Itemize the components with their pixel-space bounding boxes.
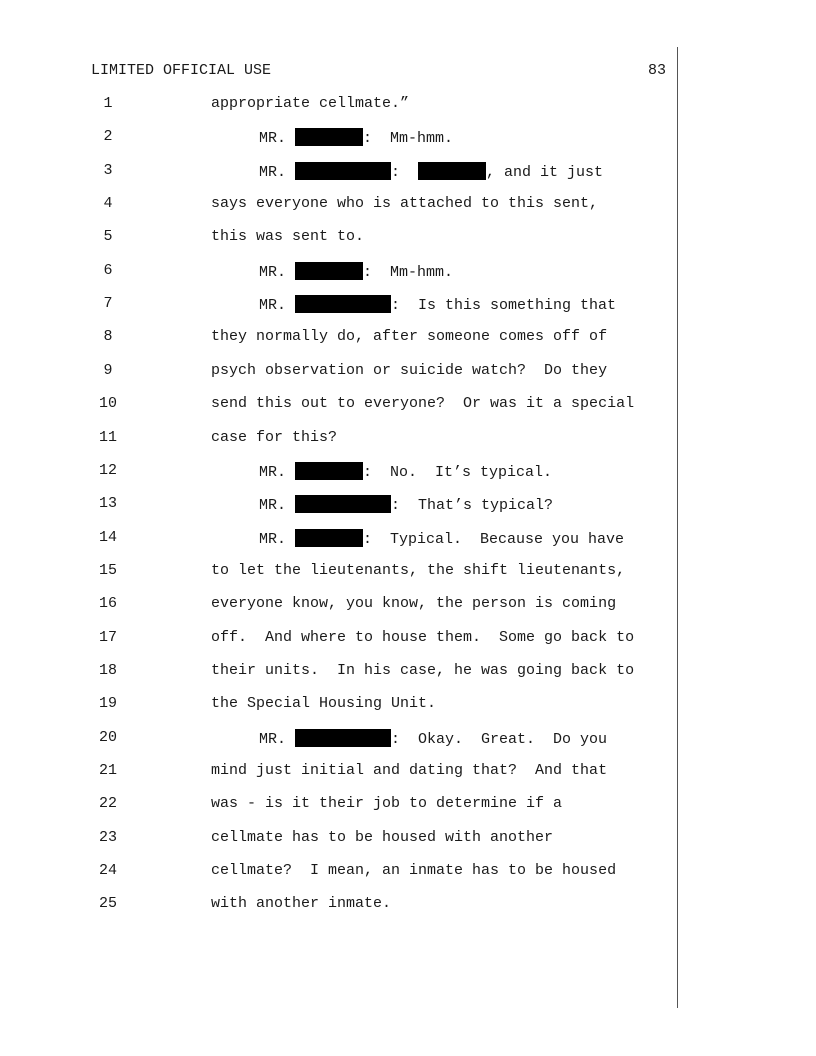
transcript-line bbox=[0, 462, 676, 482]
redaction-box bbox=[295, 462, 363, 480]
transcript-line bbox=[0, 262, 676, 282]
line-number: 24 bbox=[98, 862, 117, 880]
line-text bbox=[211, 862, 616, 879]
line-text bbox=[211, 662, 634, 679]
line-text bbox=[211, 695, 436, 712]
text-segment: cellmate has to be housed with another bbox=[211, 828, 554, 846]
transcript-line bbox=[0, 629, 676, 649]
redaction-box bbox=[295, 295, 391, 313]
text-segment: : Okay. Great. Do you bbox=[391, 730, 608, 748]
line-number: 16 bbox=[98, 595, 117, 613]
line-number: 19 bbox=[98, 695, 117, 713]
redaction-box bbox=[295, 529, 363, 547]
text-segment: send this out to everyone? Or was it a special bbox=[211, 395, 635, 413]
line-text bbox=[211, 362, 607, 379]
speaker-line-text bbox=[259, 262, 453, 281]
speaker-line-text bbox=[259, 495, 553, 514]
transcript-line bbox=[0, 595, 676, 615]
text-segment: psych observation or suicide watch? Do they bbox=[211, 361, 608, 379]
text-segment: this was sent to. bbox=[211, 228, 365, 246]
line-text bbox=[211, 595, 616, 612]
text-segment: the Special Housing Unit. bbox=[211, 695, 437, 713]
line-number: 3 bbox=[103, 161, 113, 179]
text-segment: : No. It’s typical. bbox=[363, 463, 553, 481]
transcript-line bbox=[0, 829, 676, 849]
line-text bbox=[211, 562, 625, 579]
transcript-line bbox=[0, 895, 676, 915]
line-number: 12 bbox=[98, 461, 117, 479]
line-number: 18 bbox=[98, 661, 117, 679]
speaker-line-text bbox=[259, 162, 603, 181]
redaction-box bbox=[418, 162, 486, 180]
line-number: 22 bbox=[98, 795, 117, 813]
text-segment: : Mm-hmm. bbox=[363, 263, 454, 281]
line-number: 25 bbox=[98, 895, 117, 913]
line-number: 5 bbox=[103, 228, 113, 246]
line-number: 2 bbox=[103, 128, 113, 146]
transcript-line bbox=[0, 95, 676, 115]
text-segment: to let the lieutenants, the shift lieutenants, bbox=[211, 561, 626, 579]
text-segment: : Mm-hmm. bbox=[363, 130, 454, 148]
text-segment: their units. In his case, he was going back to bbox=[211, 661, 635, 679]
line-text bbox=[211, 762, 607, 779]
line-text bbox=[211, 395, 634, 412]
text-segment: mind just initial and dating that? And that bbox=[211, 762, 608, 779]
line-number: 6 bbox=[103, 261, 113, 279]
transcript-line bbox=[0, 429, 676, 449]
transcript-line bbox=[0, 328, 676, 348]
line-number: 1 bbox=[103, 95, 113, 112]
text-segment: case for this? bbox=[211, 428, 338, 446]
transcript-line bbox=[0, 228, 676, 248]
speaker-line-text bbox=[259, 729, 607, 748]
text-segment: , and it just bbox=[486, 163, 604, 181]
redaction-box bbox=[295, 162, 391, 180]
transcript-line bbox=[0, 662, 676, 682]
text-segment: : bbox=[391, 163, 419, 181]
line-number: 11 bbox=[98, 428, 117, 446]
transcript-line bbox=[0, 195, 676, 215]
text-segment: MR. bbox=[259, 730, 296, 748]
transcript-line bbox=[0, 529, 676, 549]
redaction-box bbox=[295, 729, 391, 747]
line-number: 9 bbox=[103, 361, 113, 379]
line-number: 10 bbox=[98, 395, 117, 413]
redaction-box bbox=[295, 262, 363, 280]
redaction-box bbox=[295, 128, 363, 146]
text-segment: : That’s typical? bbox=[391, 497, 554, 515]
text-segment: MR. bbox=[259, 530, 296, 548]
text-segment: was - is it their job to determine if a bbox=[211, 795, 563, 813]
transcript-line bbox=[0, 795, 676, 815]
line-number: 20 bbox=[98, 728, 117, 746]
line-number: 8 bbox=[103, 328, 113, 346]
line-text bbox=[211, 228, 364, 245]
transcript-line bbox=[0, 495, 676, 515]
text-segment: : Typical. Because you have bbox=[363, 530, 625, 548]
text-segment: off. And where to house them. Some go back to bbox=[211, 628, 635, 646]
line-text bbox=[211, 195, 598, 212]
text-segment: MR. bbox=[259, 163, 296, 181]
line-text bbox=[211, 429, 337, 446]
transcript-line bbox=[0, 162, 676, 182]
line-text bbox=[211, 795, 562, 812]
transcript-line bbox=[0, 128, 676, 148]
transcript-line bbox=[0, 295, 676, 315]
line-number: 15 bbox=[98, 561, 117, 579]
text-segment: appropriate cellmate.” bbox=[211, 95, 410, 112]
text-segment: MR. bbox=[259, 130, 296, 148]
speaker-line-text bbox=[259, 128, 453, 147]
transcript-line bbox=[0, 395, 676, 415]
transcript-line bbox=[0, 362, 676, 382]
text-segment: cellmate? I mean, an inmate has to be housed bbox=[211, 862, 617, 880]
text-segment: MR. bbox=[259, 463, 296, 481]
text-segment: everyone know, you know, the person is coming bbox=[211, 595, 617, 613]
text-segment: MR. bbox=[259, 497, 296, 515]
text-segment: with another inmate. bbox=[211, 895, 392, 913]
line-text bbox=[211, 629, 634, 646]
transcript-line bbox=[0, 862, 676, 882]
transcript-line bbox=[0, 695, 676, 715]
speaker-line-text bbox=[259, 295, 616, 314]
redaction-box bbox=[295, 495, 391, 513]
line-text bbox=[211, 95, 409, 112]
line-number: 23 bbox=[98, 828, 117, 846]
page-header-classification: LIMITED OFFICIAL USE bbox=[91, 62, 272, 79]
line-number: 21 bbox=[98, 762, 117, 779]
line-number: 7 bbox=[103, 295, 113, 313]
transcript-line bbox=[0, 762, 676, 782]
transcript-line bbox=[0, 562, 676, 582]
right-margin-rule bbox=[677, 47, 678, 1008]
line-number: 17 bbox=[98, 628, 117, 646]
line-text bbox=[211, 895, 391, 912]
text-segment: MR. bbox=[259, 263, 296, 281]
line-number: 14 bbox=[98, 528, 117, 546]
text-segment: they normally do, after someone comes off of bbox=[211, 328, 608, 346]
text-segment: : Is this something that bbox=[391, 297, 617, 315]
line-number: 4 bbox=[103, 195, 113, 213]
speaker-line-text bbox=[259, 529, 624, 548]
line-text bbox=[211, 328, 607, 345]
text-segment: says everyone who is attached to this sent, bbox=[211, 195, 599, 213]
text-segment: MR. bbox=[259, 297, 296, 315]
line-text bbox=[211, 829, 553, 846]
speaker-line-text bbox=[259, 462, 552, 481]
page-number: 83 bbox=[648, 62, 667, 79]
transcript-line bbox=[0, 729, 676, 749]
line-number: 13 bbox=[98, 495, 117, 513]
